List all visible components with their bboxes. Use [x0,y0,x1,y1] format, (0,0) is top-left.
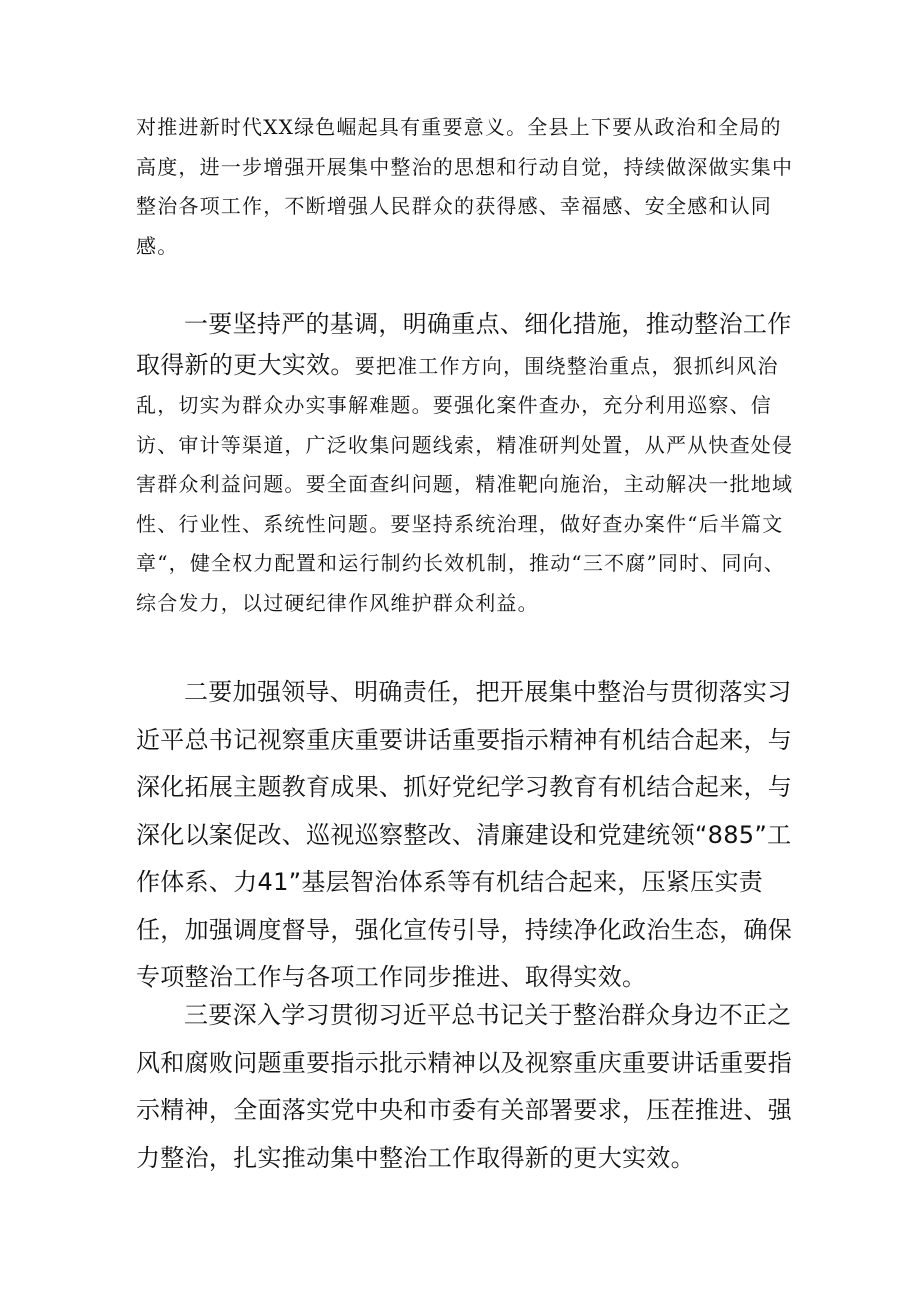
paragraph-second-requirement: 二要加强领导、明确责任，把开展集中整治与贯彻落实习近平总书记视察重庆重要讲话重要指示精神有机结合起来，与深化拓展主题教育成果、抓好党纪学习教育有机结合起来，与深化以案促改、巡视巡察整改、清廉建设和党建统领“885”工作体系、力41”基层智治体系等有机结合起来，压紧压实责任，加强调度督导，强化宣传引导，持续净化政治生态，确保专项整治工作与各项工作同步推进、取得实效。 [136,678,793,991]
paragraph-first-requirement [136,305,796,623]
paragraph-heading: 一要坚持严的基调，明确重点、细化措施，推动整治工作取得新的更大实效。 [136,310,792,379]
paragraph-third-requirement: 三要深入学习贯彻习近平总书记关于整治群众身边不正之风和腐败问题重要指示批示精神以及视察重庆重要讲话重要指示精神，全面落实党中央和市委有关部署要求，压茬推进、强力整治，扎实推动集中整治工作取得新的更大实效。 [136,1001,793,1172]
paragraph-body: 要把准工作方向，围绕整治重点，狠抓纠风治乱，切实为群众办实事解难题。要强化案件查办，充分利用巡察、信访、审计等渠道，广泛收集问题线索，精准研判处置，从严从快查处侵害群众利益问题。要全面查纠问题，精准靶向施治，主动解决一批地域性、行业性、系统性问题。要坚持系统治理，做好查办案件“后半篇文章“，健全权力配置和运行制约长效机制，推动“三不腐”同时、同向、综合发力，以过硬纪律作风维护群众利益。 [136,353,794,615]
paragraph-continuation: 对推进新时代XX绿色崛起具有重要意义。全县上下要从政治和全局的高度，进一步增强开展集中整治的思想和行动自觉，持续做深做实集中整治各项工作，不断增强人民群众的获得感、幸福感、安全感和认同感。 [136,115,794,258]
